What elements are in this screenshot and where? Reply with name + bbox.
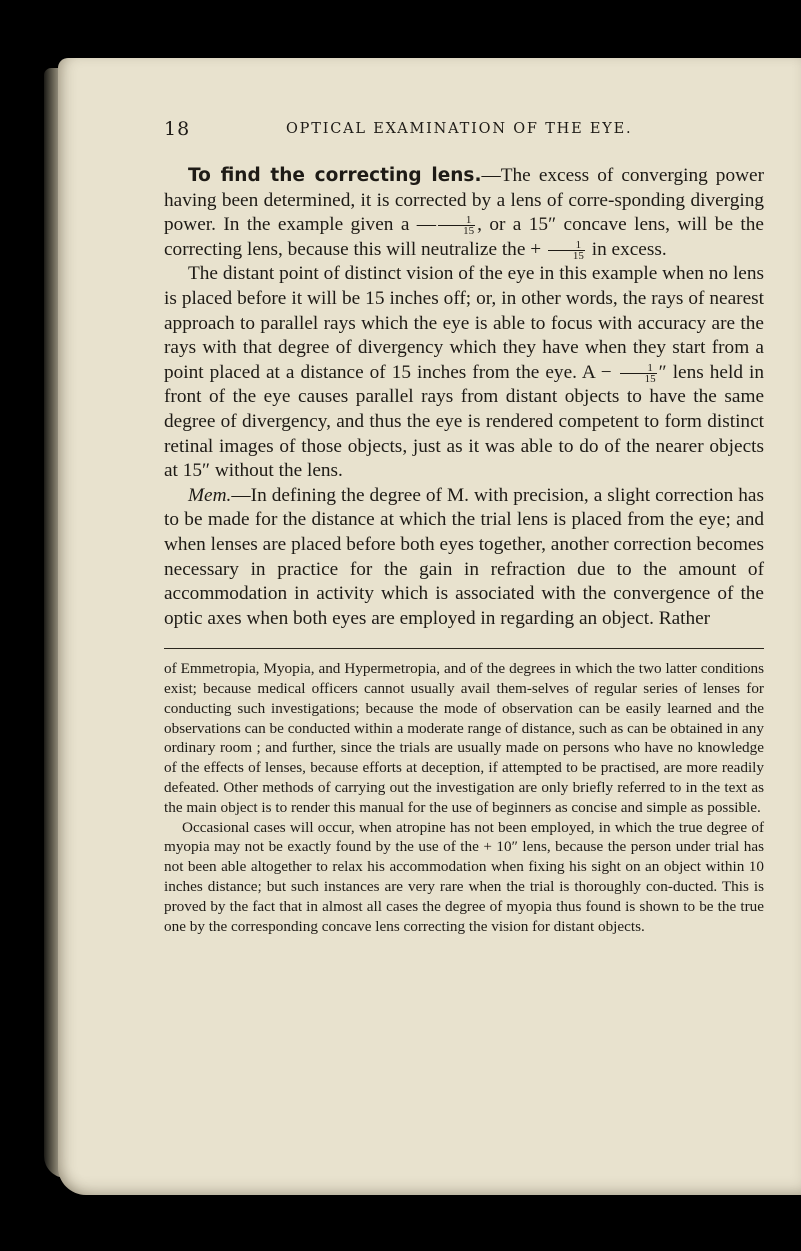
paragraph-text: The distant point of distinct vision of the eye in this example when no lens is placed before it will be 15 inches off; or, in other words, the rays of nearest approach to parallel rays which the eye is able to focus with accuracy are the rays with that degree of divergency which they have when they start from a point placed at a distance of 15 inches from the eye. A − xyxy=(164,263,764,383)
memo-lead: Mem. xyxy=(188,484,232,506)
paragraph-text: in excess. xyxy=(591,238,667,260)
footnote-divider xyxy=(164,648,764,649)
running-head xyxy=(164,118,764,146)
paragraph-text: —The excess of converging power having been determined, it is corrected by a lens of corre-sponding diverging power. In the example given a — xyxy=(164,165,764,236)
footnote-paragraph: Occasional cases will occur, when atropine has not been employed, in which the true degree of myopia may not be exactly found by the use of the + 10″ lens, because the person under trial has not been able altogether to relax his accommodation when fixing his sight on an object within 10 inches distance; but such instances are very rare when the trial is thoroughly con-ducted. This is proved by the fact that in almost all cases the degree of myopia thus found is shown to be the true one by the corresponding concave lens correcting the vision for distant objects. xyxy=(164,818,764,935)
footnote-paragraph: of Emmetropia, Myopia, and Hypermetropia, and of the degrees in which the two latter conditions exist; because medical officers cannot usually avail them-selves of regular series of lenses for conducting such investigations; because the mode of observation can be easily learned and the observations can be conducted within a moderate range of distance, such as can be obtained in any ordinary room ; and further, since the trials are usually made on persons who have no knowledge of the effects of lenses, because efforts at deception, if attempted to be practised, are more readily defeated. Other methods of carrying out the investigation are only briefly referred to in the text as the main object is to render this manual for the use of beginners as concise and simple as possible. xyxy=(164,660,764,816)
paragraph-text: ″ lens held in front of the eye causes parallel rays from distant objects to have the same degree of divergency, and thus the eye is rendered competent to form distinct retinal images of those objects, just as it was able to do of the nearer objects at 15″ without the lens. xyxy=(164,361,764,482)
fraction: $\frac{1}{15}$ xyxy=(548,240,585,261)
paragraph-correcting-lens xyxy=(164,164,764,262)
page-content xyxy=(164,118,764,936)
running-title: OPTICAL EXAMINATION OF THE EYE. xyxy=(286,121,633,137)
body-text xyxy=(164,164,764,631)
paragraph-text: —In defining the degree of M. with precision, a slight correction has to be made for the distance at which the trial lens is placed from the eye; and when lenses are placed before both eyes together, another correction becomes necessary in practice for the gain in refraction due to the amount of accommodation in activity which is associated with the convergence of the optic axes when both eyes are employed in regarding an object. Rather xyxy=(164,484,764,629)
paragraph-distant-point xyxy=(164,262,764,483)
fraction: $\frac{1}{15}$ xyxy=(620,363,657,384)
fraction: $\frac{1}{15}$ xyxy=(438,215,475,236)
paragraph-text: , or a 15″ concave lens, will be the correcting lens, because this will neutralize the + xyxy=(164,214,764,260)
footnote xyxy=(164,659,764,936)
page-number: 18 xyxy=(164,118,191,140)
paragraph-memorandum xyxy=(164,484,764,632)
section-heading: To find the correcting lens. xyxy=(188,165,482,186)
